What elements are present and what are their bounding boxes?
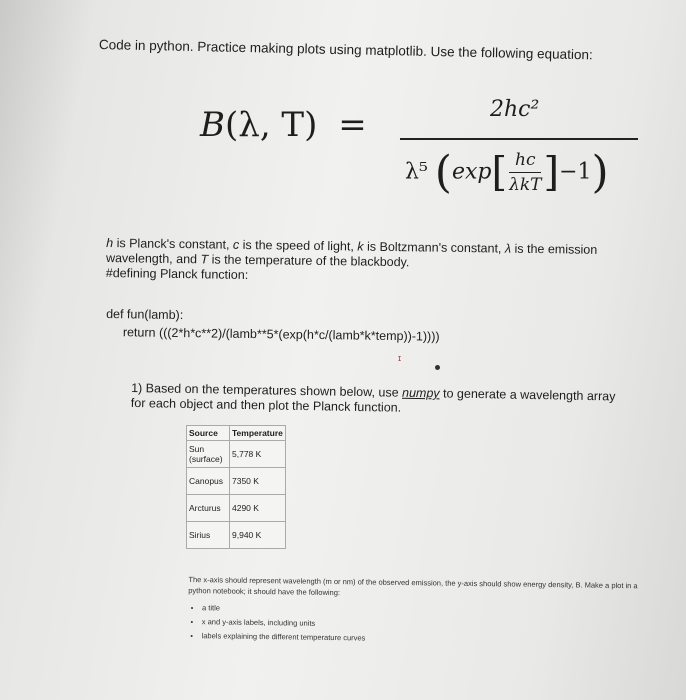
formula-numerator: 2hc² — [490, 97, 540, 122]
numpy-link: numpy — [401, 385, 440, 401]
list-item: • a title — [202, 602, 648, 619]
var-lambda: λ — [504, 241, 512, 256]
list-item: • labels explaining the different temperature curves — [202, 630, 648, 647]
var-T: T — [200, 252, 209, 267]
cell-source: Canopus — [187, 468, 230, 495]
variable-description: h is Planck's constant, c is the speed of light, k is Boltzmann's constant, λ is the emission wavelength, and T is the temperature of the blackbody. #defining Planck function: — [105, 236, 598, 282]
minus-one: −1 — [559, 159, 592, 185]
stray-mark: ɪ — [398, 353, 402, 363]
requirements-list — [188, 602, 648, 647]
instructions-text: The x-axis should represent wavelength (m or nm) of the observed emission, the y-axis should show energy density, B. Make a plot in a python notebook; it should have the following: — [188, 575, 638, 598]
task-1: 1) Based on the temperatures shown below, use numpy to generate a wavelength array for each object and then plot the Planck function. — [130, 381, 616, 415]
denom-exp: exp — [451, 159, 492, 185]
formula-func: B — [200, 105, 225, 145]
formula-denominator: λ⁵ (exp[ hc λkT]−1) — [405, 147, 609, 198]
cell-temp: 7350 K — [230, 468, 286, 495]
cell-temp: 9,940 K — [230, 522, 286, 549]
formula-equals: = — [338, 105, 367, 145]
cell-source: Sirius — [187, 522, 230, 549]
table-row — [187, 441, 286, 468]
table-row — [187, 495, 286, 522]
header-source: Source — [187, 426, 230, 441]
formula-lhs — [200, 105, 367, 145]
code-line-1: def fun(lamb): — [106, 307, 184, 323]
table-header-row — [187, 426, 286, 441]
fraction-line — [400, 138, 638, 140]
var-k: k — [357, 239, 364, 254]
inner-numerator: hc — [515, 149, 536, 170]
formula-args: (λ, T) — [225, 105, 318, 145]
cell-source: Arcturus — [187, 495, 230, 522]
table-row — [187, 522, 286, 549]
cell-temp: 4290 K — [230, 495, 286, 522]
code-line-2: return (((2*h*c**2)/(lamb**5*(exp(h*c/(lamb*k*temp))-1)))) — [122, 325, 440, 344]
header-temperature: Temperature — [230, 426, 286, 441]
planck-formula — [200, 95, 640, 215]
stray-dot — [435, 365, 440, 370]
plot-instructions — [188, 574, 649, 650]
inner-fraction — [509, 150, 541, 196]
temperature-table — [186, 425, 286, 549]
intro-text: Code in python. Practice making plots using matplotlib. Use the following equation: — [98, 37, 593, 63]
var-c: c — [232, 237, 240, 252]
var-h: h — [106, 236, 114, 251]
cell-source: Sun (surface) — [187, 441, 230, 468]
code-block — [106, 305, 440, 346]
table-row — [187, 468, 286, 495]
denom-lambda: λ⁵ — [405, 159, 428, 185]
code-comment: #defining Planck function: — [105, 265, 249, 282]
cell-temp: 5,778 K — [230, 441, 286, 468]
list-item: • x and y-axis labels, including units — [202, 616, 648, 633]
inner-denominator: λkT — [509, 175, 542, 196]
